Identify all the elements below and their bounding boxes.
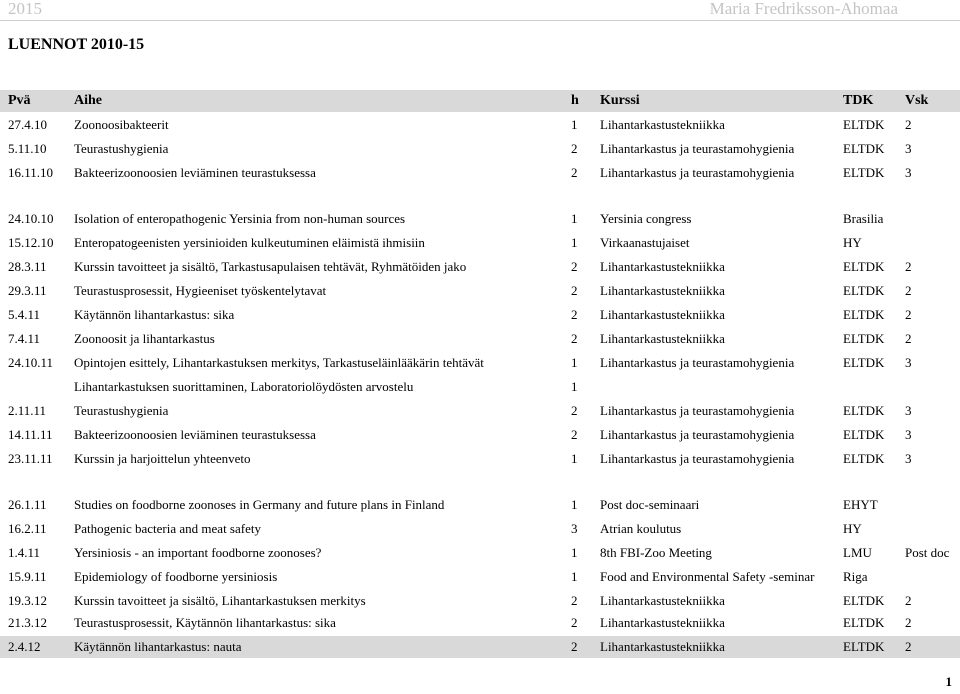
cell-aihe: Teurastusprosessit, Käytännön lihantarkastus: sika	[74, 615, 336, 630]
column-header-tdk: TDK	[843, 93, 874, 108]
cell-pva: 2.4.12	[8, 639, 41, 654]
cell-vsk: 3	[905, 355, 912, 370]
cell-tdk: ELTDK	[843, 403, 885, 418]
cell-vsk: 3	[905, 427, 912, 442]
cell-kurssi: Lihantarkastustekniikka	[600, 331, 725, 346]
table-row	[0, 639, 960, 657]
cell-kurssi: Lihantarkastustekniikka	[600, 593, 725, 608]
cell-h: 1	[571, 379, 578, 394]
table-row	[0, 615, 960, 633]
cell-tdk: ELTDK	[843, 615, 885, 630]
table-row	[0, 497, 960, 515]
column-header-kurssi: Kurssi	[600, 93, 640, 108]
cell-pva: 5.11.10	[8, 141, 47, 156]
cell-vsk: 2	[905, 593, 912, 608]
cell-vsk: 3	[905, 165, 912, 180]
table-row	[0, 259, 960, 277]
cell-aihe: Teurastushygienia	[74, 403, 169, 418]
cell-h: 2	[571, 259, 578, 274]
cell-kurssi: Lihantarkastus ja teurastamohygienia	[600, 165, 795, 180]
cell-pva: 16.2.11	[8, 521, 47, 536]
header-year: 2015	[8, 0, 42, 18]
page-number: 1	[945, 674, 952, 689]
cell-kurssi: Lihantarkastustekniikka	[600, 283, 725, 298]
cell-kurssi: 8th FBI-Zoo Meeting	[600, 545, 712, 560]
column-header-h: h	[571, 93, 579, 108]
cell-pva: 23.11.11	[8, 451, 53, 466]
cell-kurssi: Lihantarkastus ja teurastamohygienia	[600, 403, 795, 418]
cell-tdk: ELTDK	[843, 117, 885, 132]
cell-vsk: 3	[905, 403, 912, 418]
column-header-pva: Pvä	[8, 93, 31, 108]
cell-pva: 1.4.11	[8, 545, 41, 560]
cell-aihe: Teurastusprosessit, Hygieeniset työskentelytavat	[74, 283, 327, 298]
cell-aihe: Teurastushygienia	[74, 141, 169, 156]
table-row	[0, 569, 960, 587]
cell-h: 1	[571, 235, 578, 250]
cell-tdk: ELTDK	[843, 307, 885, 322]
cell-tdk: ELTDK	[843, 639, 885, 654]
cell-h: 1	[571, 117, 578, 132]
cell-aihe: Isolation of enteropathogenic Yersinia from non-human sources	[74, 211, 406, 226]
cell-kurssi: Yersinia congress	[600, 211, 692, 226]
cell-kurssi: Virkaanastujaiset	[600, 235, 690, 250]
cell-vsk: 2	[905, 307, 912, 322]
cell-kurssi: Lihantarkastustekniikka	[600, 639, 725, 654]
cell-aihe: Bakteerizoonoosien leviäminen teurastuksessa	[74, 427, 316, 442]
cell-kurssi: Lihantarkastus ja teurastamohygienia	[600, 427, 795, 442]
cell-vsk: 2	[905, 117, 912, 132]
cell-kurssi: Lihantarkastustekniikka	[600, 117, 725, 132]
cell-tdk: ELTDK	[843, 141, 885, 156]
cell-pva: 21.3.12	[8, 615, 47, 630]
cell-tdk: ELTDK	[843, 593, 885, 608]
cell-pva: 19.3.12	[8, 593, 47, 608]
cell-tdk: ELTDK	[843, 165, 885, 180]
cell-aihe: Zoonoosit ja lihantarkastus	[74, 331, 215, 346]
table-row	[0, 211, 960, 229]
cell-aihe: Opintojen esittely, Lihantarkastuksen merkitys, Tarkastuseläinlääkärin tehtävät	[74, 355, 484, 370]
cell-aihe: Yersiniosis - an important foodborne zoonoses?	[74, 545, 322, 560]
cell-vsk: 2	[905, 259, 912, 274]
cell-pva: 2.11.11	[8, 403, 47, 418]
document-title: LUENNOT 2010-15	[8, 36, 145, 53]
cell-tdk: ELTDK	[843, 259, 885, 274]
cell-pva: 29.3.11	[8, 283, 47, 298]
cell-pva: 14.11.11	[8, 427, 53, 442]
table-row	[0, 283, 960, 301]
cell-h: 2	[571, 307, 578, 322]
cell-pva: 5.4.11	[8, 307, 41, 322]
table-row	[0, 355, 960, 373]
cell-pva: 24.10.10	[8, 211, 54, 226]
header-divider	[0, 20, 960, 21]
cell-vsk: 3	[905, 451, 912, 466]
cell-h: 2	[571, 403, 578, 418]
cell-aihe: Kurssin tavoitteet ja sisältö, Tarkastusapulaisen tehtävät, Ryhmätöiden jako	[74, 259, 467, 274]
cell-tdk: ELTDK	[843, 451, 885, 466]
cell-vsk: Post doc	[905, 545, 950, 560]
cell-kurssi: Lihantarkastustekniikka	[600, 615, 725, 630]
cell-h: 2	[571, 427, 578, 442]
cell-tdk: EHYT	[843, 497, 878, 512]
table-row	[0, 331, 960, 349]
cell-h: 1	[571, 545, 578, 560]
cell-kurssi: Atrian koulutus	[600, 521, 682, 536]
cell-h: 1	[571, 569, 578, 584]
cell-tdk: ELTDK	[843, 355, 885, 370]
cell-tdk: Riga	[843, 569, 868, 584]
cell-pva: 24.10.11	[8, 355, 54, 370]
cell-h: 2	[571, 283, 578, 298]
cell-tdk: ELTDK	[843, 331, 885, 346]
cell-h: 2	[571, 331, 578, 346]
cell-kurssi: Lihantarkastustekniikka	[600, 307, 725, 322]
table-row	[0, 379, 960, 397]
cell-h: 2	[571, 141, 578, 156]
table-row	[0, 117, 960, 135]
cell-pva: 15.12.10	[8, 235, 54, 250]
cell-vsk: 3	[905, 141, 912, 156]
cell-vsk: 2	[905, 331, 912, 346]
cell-aihe: Zoonoosibakteerit	[74, 117, 169, 132]
cell-tdk: HY	[843, 235, 862, 250]
table-row	[0, 427, 960, 445]
cell-tdk: Brasilia	[843, 211, 884, 226]
cell-tdk: ELTDK	[843, 283, 885, 298]
cell-aihe: Enteropatogeenisten yersinioiden kulkeutuminen eläimistä ihmisiin	[74, 235, 425, 250]
cell-pva: 16.11.10	[8, 165, 54, 180]
cell-tdk: ELTDK	[843, 427, 885, 442]
table-row	[0, 235, 960, 253]
table-row	[0, 593, 960, 611]
cell-aihe: Lihantarkastuksen suorittaminen, Laboratoriolöydösten arvostelu	[74, 379, 414, 394]
cell-pva: 26.1.11	[8, 497, 47, 512]
cell-kurssi: Lihantarkastustekniikka	[600, 259, 725, 274]
cell-aihe: Käytännön lihantarkastus: nauta	[74, 639, 242, 654]
cell-kurssi: Post doc-seminaari	[600, 497, 700, 512]
cell-pva: 7.4.11	[8, 331, 41, 346]
cell-h: 1	[571, 497, 578, 512]
cell-h: 2	[571, 593, 578, 608]
cell-h: 1	[571, 355, 578, 370]
cell-pva: 15.9.11	[8, 569, 47, 584]
table-row	[0, 521, 960, 539]
table-row	[0, 165, 960, 183]
cell-h: 2	[571, 165, 578, 180]
table-header-row	[0, 93, 960, 111]
cell-h: 1	[571, 211, 578, 226]
cell-h: 2	[571, 615, 578, 630]
header-author: Maria Fredriksson-Ahomaa	[709, 0, 898, 18]
cell-aihe: Kurssin ja harjoittelun yhteenveto	[74, 451, 251, 466]
table-row	[0, 307, 960, 325]
cell-pva: 28.3.11	[8, 259, 47, 274]
cell-tdk: LMU	[843, 545, 872, 560]
cell-aihe: Bakteerizoonoosien leviäminen teurastuksessa	[74, 165, 316, 180]
cell-kurssi: Lihantarkastus ja teurastamohygienia	[600, 141, 795, 156]
cell-vsk: 2	[905, 283, 912, 298]
cell-aihe: Kurssin tavoitteet ja sisältö, Lihantarkastuksen merkitys	[74, 593, 366, 608]
table-row	[0, 403, 960, 421]
table-row	[0, 545, 960, 563]
cell-kurssi: Lihantarkastus ja teurastamohygienia	[600, 355, 795, 370]
cell-h: 1	[571, 451, 578, 466]
cell-pva: 27.4.10	[8, 117, 47, 132]
cell-aihe: Pathogenic bacteria and meat safety	[74, 521, 261, 536]
cell-vsk: 2	[905, 615, 912, 630]
cell-aihe: Käytännön lihantarkastus: sika	[74, 307, 235, 322]
cell-kurssi: Food and Environmental Safety -seminar	[600, 569, 815, 584]
cell-kurssi: Lihantarkastus ja teurastamohygienia	[600, 451, 795, 466]
cell-aihe: Studies on foodborne zoonoses in Germany and future plans in Finland	[74, 497, 445, 512]
table-row	[0, 141, 960, 159]
column-header-aihe: Aihe	[74, 93, 102, 108]
cell-h: 3	[571, 521, 578, 536]
table-row	[0, 451, 960, 469]
cell-h: 2	[571, 639, 578, 654]
cell-aihe: Epidemiology of foodborne yersiniosis	[74, 569, 278, 584]
column-header-vsk: Vsk	[905, 93, 929, 108]
cell-vsk: 2	[905, 639, 912, 654]
cell-tdk: HY	[843, 521, 862, 536]
